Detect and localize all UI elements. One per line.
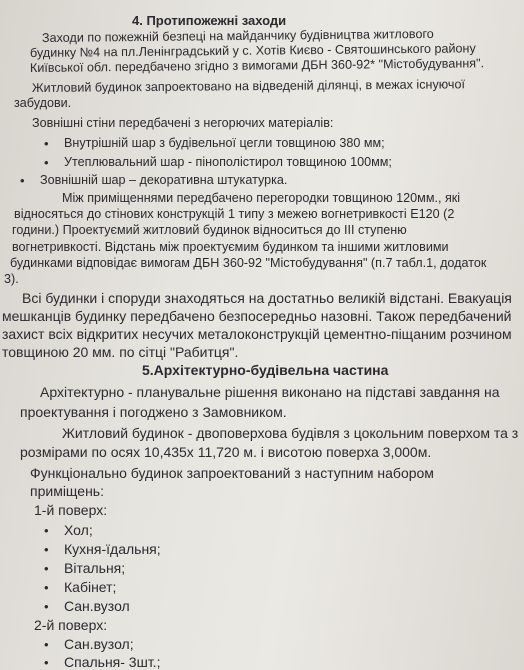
room-item: • Кухня-їдальня; xyxy=(64,542,161,557)
text-line: забудови. xyxy=(14,96,72,110)
text-line: мешканців будинку передбачено безпосередньо назовні. Також передбачений xyxy=(2,308,512,324)
room-item: • Спальня- 3шт.; xyxy=(64,655,160,670)
text-line: розмірами по осях 10,435х 11,720 м. і висотою поверха 3,000м. xyxy=(20,444,432,460)
text-line: 3). xyxy=(4,272,19,286)
floor-1-label: 1-й поверх: xyxy=(34,502,108,518)
text-line: Функціонально будинок запроектований з наступним набором xyxy=(30,465,434,481)
text-line: будинками відповідає вимогам ДБН 360-92 "Містобудування" (п.7 табл.1, додаток xyxy=(10,256,487,270)
text-line: Житловий будинок - двоповерхова будівля з цокольним поверхом та з xyxy=(62,425,519,441)
room-item: • Хол; xyxy=(64,523,93,538)
text-line: Зовнішні стіни передбачені з негорючих матеріалів: xyxy=(32,116,334,130)
text-line: відносяться до стінових конструкцій 1 типу з межею вогнетривкості Е120 (2 xyxy=(14,207,455,221)
room-item: • Сан.вузол; xyxy=(64,637,134,652)
text-line: Між приміщеннями передбачено перегородки товщиною 120мм., які xyxy=(62,191,461,205)
text-line: Всі будинки і споруди знаходяться на достатньо великій відстані. Евакуація xyxy=(22,290,512,306)
text-line: приміщень: xyxy=(30,483,104,499)
text-line: захист всіх відкритих несучих металоконструкцій цементно-піщаним розчином xyxy=(2,326,512,342)
section-4-heading: 4. Протипожежні заходи xyxy=(132,13,287,28)
text-line: Архітектурно - планувальне рішення виконано на підставі завдання на xyxy=(40,384,500,400)
text-line: години.) Проектуємий житловий будинок відноситься до III ступеню xyxy=(12,223,407,237)
bullet-item: • Утеплювальний шар - пінополістирол товщиною 100мм; xyxy=(64,155,392,170)
text-line: Житловий будинок запроектовано на відведеній ділянці, в межах існуючої xyxy=(31,77,466,95)
bullet-item: • Зовнішній шар – декоративна штукатурка. xyxy=(40,173,287,188)
floor-2-label: 2-й поверх: xyxy=(34,617,108,633)
text-line: проектування і погоджено з Замовником. xyxy=(20,404,287,420)
bullet-item: • Внутрішній шар з будівельної цегли товщиною 380 мм; xyxy=(64,136,385,151)
text-line: будинку №4 на пл.Ленінградський у с. Хотів Києво - Святошинського району xyxy=(29,41,476,60)
text-line: Заходи по пожежній безпеці на майданчику будівництва житлового xyxy=(41,26,434,45)
room-item: • Сан.вузол xyxy=(64,599,130,614)
room-item: • Вітальня; xyxy=(64,561,125,576)
section-5-heading: 5.Архітектурно-будівельна частина xyxy=(142,362,389,378)
room-item: • Кабінет; xyxy=(64,580,116,595)
text-line: Київської обл. передбачено згідно з вимогами ДБН 360-92* "Містобудування". xyxy=(29,56,485,75)
text-line: товщиною 20 мм. по сітці "Рабитця". xyxy=(2,344,239,360)
text-line: вогнетривкості. Відстань між проектуємим будинком та іншими житловими xyxy=(12,240,449,254)
